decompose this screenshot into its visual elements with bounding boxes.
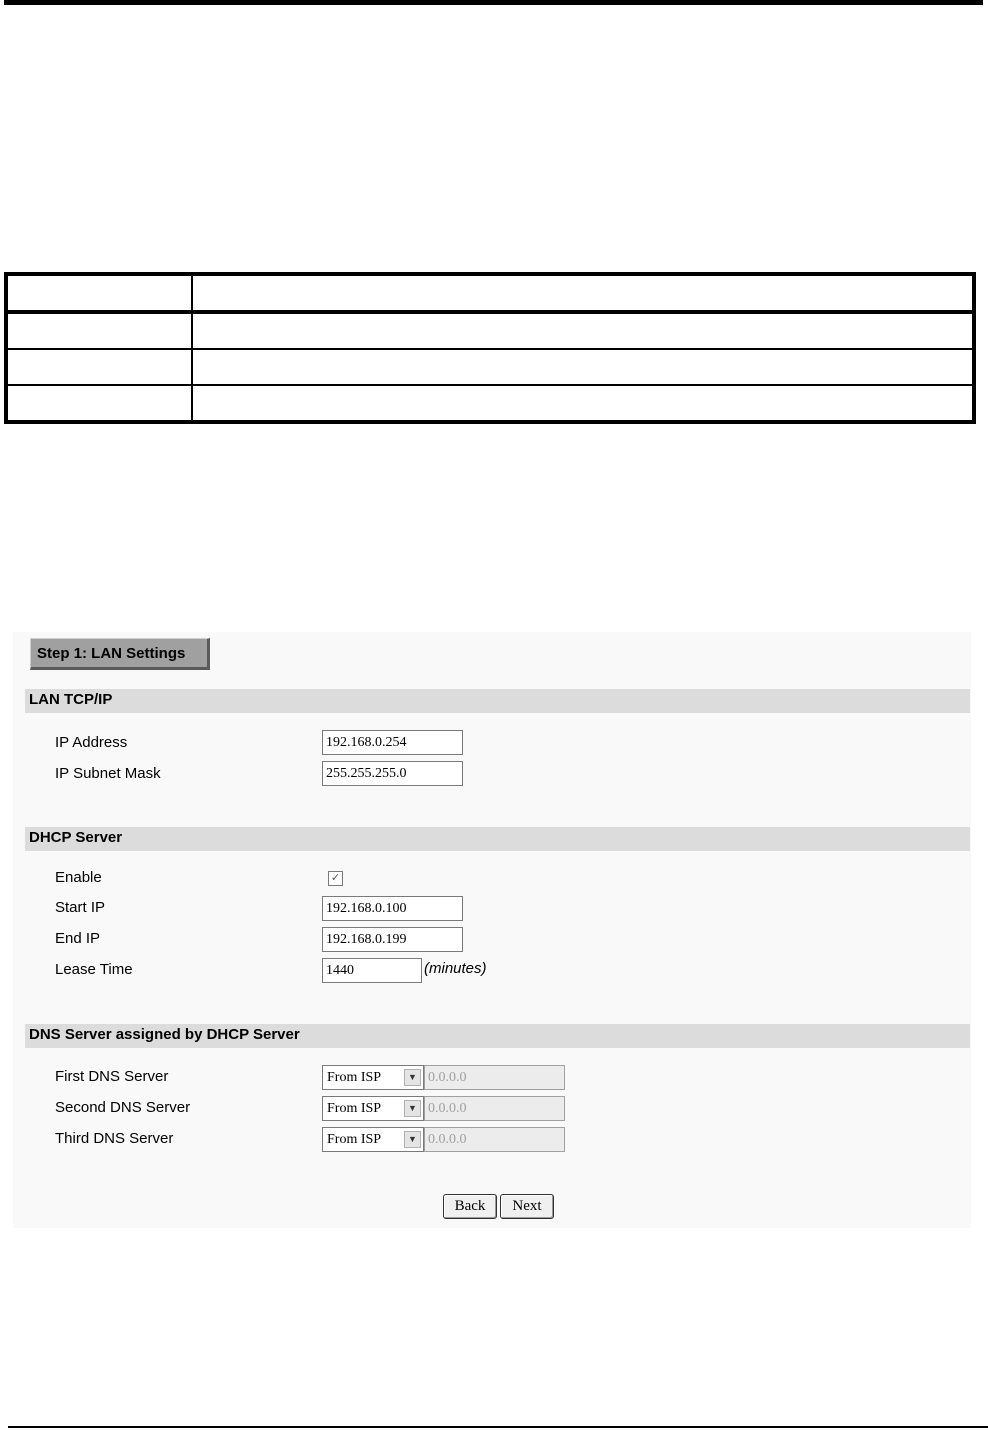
- dns-section-header: DNS Server assigned by DHCP Server: [25, 1024, 970, 1048]
- table-cell: [192, 274, 974, 312]
- third-dns-label: Third DNS Server: [55, 1130, 174, 1147]
- lease-time-label: Lease Time: [55, 961, 133, 978]
- subnet-mask-input[interactable]: 255.255.255.0: [322, 761, 463, 786]
- second-dns-select[interactable]: [322, 1096, 424, 1121]
- dhcp-enable-label: Enable: [55, 869, 102, 886]
- dhcp-enable-checkbox[interactable]: [328, 871, 343, 886]
- table-cell: [6, 349, 192, 385]
- second-dns-input[interactable]: 0.0.0.0: [424, 1096, 565, 1121]
- ip-address-input[interactable]: 192.168.0.254: [322, 730, 463, 755]
- lan-section-header: LAN TCP/IP: [25, 689, 970, 713]
- subnet-mask-label: IP Subnet Mask: [55, 765, 161, 782]
- second-dns-mode: From ISP: [327, 1101, 382, 1116]
- ip-address-label: IP Address: [55, 734, 128, 751]
- first-dns-select[interactable]: [322, 1065, 424, 1090]
- chevron-down-icon[interactable]: ▼: [404, 1131, 421, 1148]
- table-cell: [192, 312, 974, 349]
- step-tab: Step 1: LAN Settings: [30, 638, 210, 670]
- bottom-page-rule: [8, 1426, 988, 1428]
- empty-document-table: [4, 272, 976, 424]
- table-cell: [192, 385, 974, 422]
- start-ip-input[interactable]: 192.168.0.100: [322, 896, 463, 921]
- first-dns-mode: From ISP: [327, 1070, 382, 1085]
- next-button[interactable]: Next: [500, 1194, 554, 1219]
- third-dns-input[interactable]: 0.0.0.0: [424, 1127, 565, 1152]
- table-cell: [6, 385, 192, 422]
- third-dns-mode: From ISP: [327, 1132, 382, 1147]
- chevron-down-icon[interactable]: ▼: [404, 1069, 421, 1086]
- table-cell: [192, 349, 974, 385]
- lease-time-unit: (minutes): [424, 960, 487, 977]
- first-dns-label: First DNS Server: [55, 1068, 169, 1085]
- third-dns-select[interactable]: [322, 1127, 424, 1152]
- table-cell: [6, 274, 192, 312]
- end-ip-input[interactable]: 192.168.0.199: [322, 927, 463, 952]
- first-dns-input[interactable]: 0.0.0.0: [424, 1065, 565, 1090]
- lease-time-input[interactable]: 1440: [322, 958, 422, 983]
- end-ip-label: End IP: [55, 930, 101, 947]
- dhcp-section-header: DHCP Server: [25, 827, 970, 851]
- top-page-rule: [4, 0, 983, 5]
- chevron-down-icon[interactable]: ▼: [404, 1100, 421, 1117]
- second-dns-label: Second DNS Server: [55, 1099, 191, 1116]
- checkmark-icon: ✓: [330, 872, 341, 884]
- start-ip-label: Start IP: [55, 899, 106, 916]
- table-cell: [6, 312, 192, 349]
- back-button[interactable]: Back: [443, 1194, 497, 1219]
